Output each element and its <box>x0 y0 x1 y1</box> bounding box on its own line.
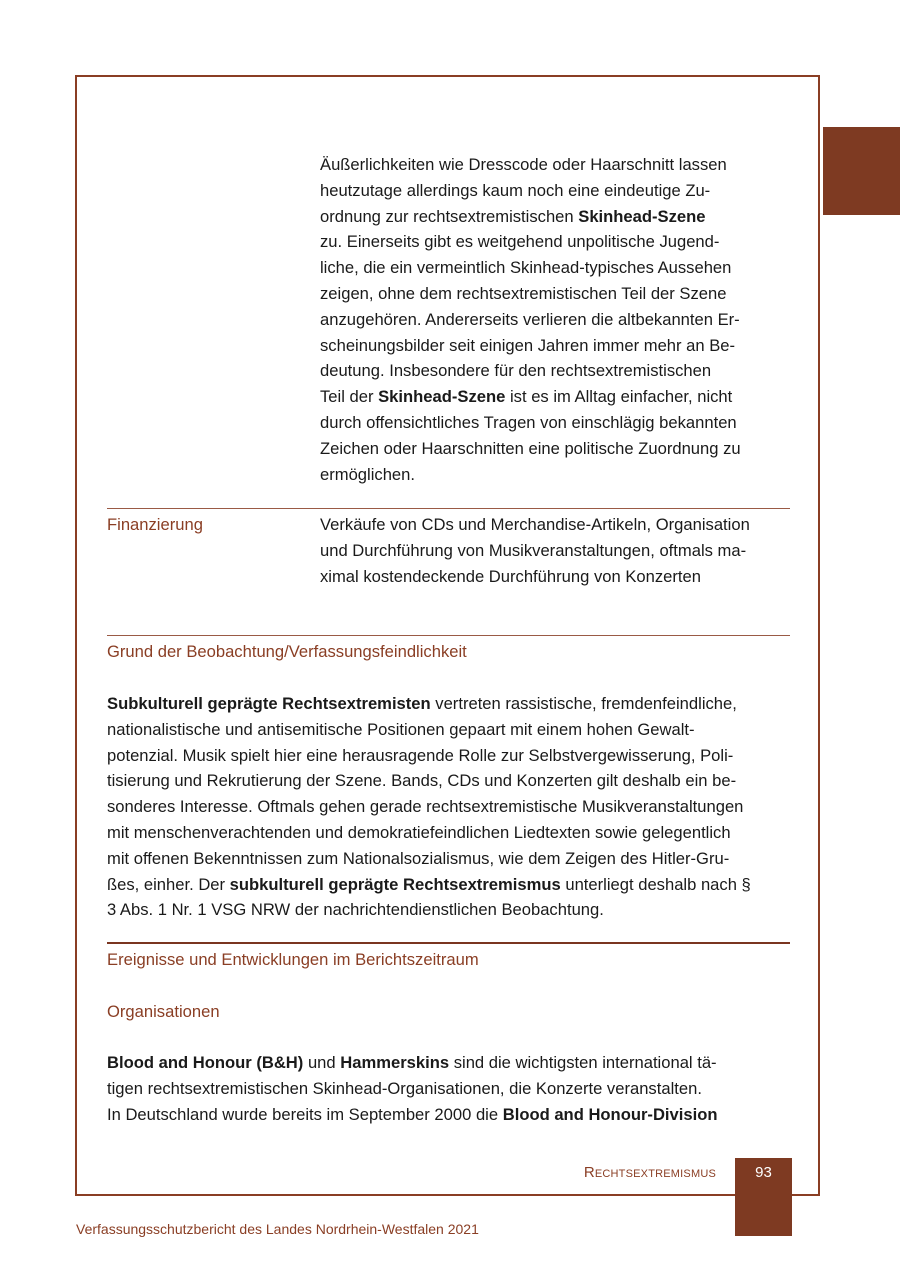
text-line: Blood and Honour (B&H) und Hammerskins sind die wichtigsten international tä- <box>107 1053 717 1072</box>
page-number: 93 <box>755 1164 772 1181</box>
chapter-tab-marker <box>823 127 900 215</box>
finanzierung-label: Finanzierung <box>107 515 203 534</box>
bold-term: Hammerskins <box>340 1053 450 1072</box>
document-title-footer: Verfassungsschutzbericht des Landes Nordrhein-Westfalen 2021 <box>76 1221 479 1237</box>
text-line: ordnung zur rechtsextremistischen Skinhead-Szene <box>320 206 706 226</box>
footer-section-title: Rechtsextremismus <box>583 1164 716 1181</box>
finanzierung-text <box>320 512 790 589</box>
text-line: deutung. Insbesondere für den rechtsextremistischen <box>320 361 712 381</box>
text-line: durch offensichtliches Tragen von einschlägig bekannten <box>320 412 737 432</box>
text-line: tigen rechtsextremistischen Skinhead-Organisationen, die Konzerte veranstalten. <box>107 1078 702 1098</box>
text-line: anzugehören. Andererseits verlieren die altbekannten Er- <box>320 309 740 329</box>
text-line: mit menschenverachtenden und demokratiefeindlichen Liedtexten sowie gelegentlich <box>107 822 731 842</box>
intro-paragraph <box>320 152 790 487</box>
organisationen-subheading: Organisationen <box>107 1002 220 1021</box>
bold-term: Blood and Honour-Division <box>502 1104 718 1124</box>
text-line: ximal kostendeckende Durchführung von Konzerten <box>320 566 701 586</box>
grund-paragraph <box>107 691 795 923</box>
bold-term: Subkulturell geprägte Rechtsextremisten <box>107 694 431 713</box>
text-line: 3 Abs. 1 Nr. 1 VSG NRW der nachrichtendienstlichen Beobachtung. <box>107 900 604 920</box>
divider-finanzierung <box>107 508 790 509</box>
text-line: zeigen, ohne dem rechtsextremistischen Teil der Szene <box>320 283 727 303</box>
text-line: scheinungsbilder seit einigen Jahren immer mehr an Be- <box>320 335 736 355</box>
text-line: Äußerlichkeiten wie Dresscode oder Haarschnitt lassen <box>320 155 727 174</box>
text-line: mit offenen Bekenntnissen zum Nationalsozialismus, wie dem Zeigen des Hitler-Gru- <box>107 848 730 868</box>
divider-ereignisse <box>107 942 790 944</box>
text-line: tisierung und Rekrutierung der Szene. Bands, CDs und Konzerten gilt deshalb ein be- <box>107 771 737 791</box>
text-line: ermöglichen. <box>320 464 416 484</box>
text-line: ßes, einher. Der subkulturell geprägte Rechtsextremismus unterliegt deshalb nach § <box>107 874 751 894</box>
text-line: Teil der Skinhead-Szene ist es im Alltag einfacher, nicht <box>320 387 733 407</box>
text-line: potenzial. Musik spielt hier eine herausragende Rolle zur Selbstvergewisserung, Poli- <box>107 745 734 765</box>
divider-grund <box>107 635 790 636</box>
bold-term: Blood and Honour (B&H) <box>107 1053 304 1072</box>
ereignisse-heading: Ereignisse und Entwicklungen im Berichtszeitraum <box>107 950 479 969</box>
bold-term: subkulturell geprägte Rechtsextremismus <box>229 874 561 894</box>
text-line: zu. Einerseits gibt es weitgehend unpolitische Jugend- <box>320 232 720 252</box>
text-line: heutzutage allerdings kaum noch eine eindeutige Zu- <box>320 180 711 200</box>
organisationen-paragraph <box>107 1050 795 1127</box>
text-line: sonderes Interesse. Oftmals gehen gerade rechtsextremistische Musikveranstaltungen <box>107 797 744 817</box>
bold-term: Skinhead-Szene <box>578 206 706 226</box>
text-line: In Deutschland wurde bereits im September 2000 die Blood and Honour-Division <box>107 1104 718 1124</box>
text-line: Zeichen oder Haarschnitten eine politische Zuordnung zu <box>320 438 741 458</box>
text-line: liche, die ein vermeintlich Skinhead-typisches Aussehen <box>320 258 732 278</box>
text-line: Verkäufe von CDs und Merchandise-Artikeln, Organisation <box>320 515 750 534</box>
text-line: nationalistische und antisemitische Positionen gepaart mit einem hohen Gewalt- <box>107 719 695 739</box>
bold-term: Skinhead-Szene <box>378 387 506 407</box>
text-line: und Durchführung von Musikveranstaltungen, oftmals ma- <box>320 540 747 560</box>
grund-heading: Grund der Beobachtung/Verfassungsfeindlichkeit <box>107 642 467 661</box>
text-line: Subkulturell geprägte Rechtsextremisten vertreten rassistische, fremdenfeindliche, <box>107 694 737 713</box>
